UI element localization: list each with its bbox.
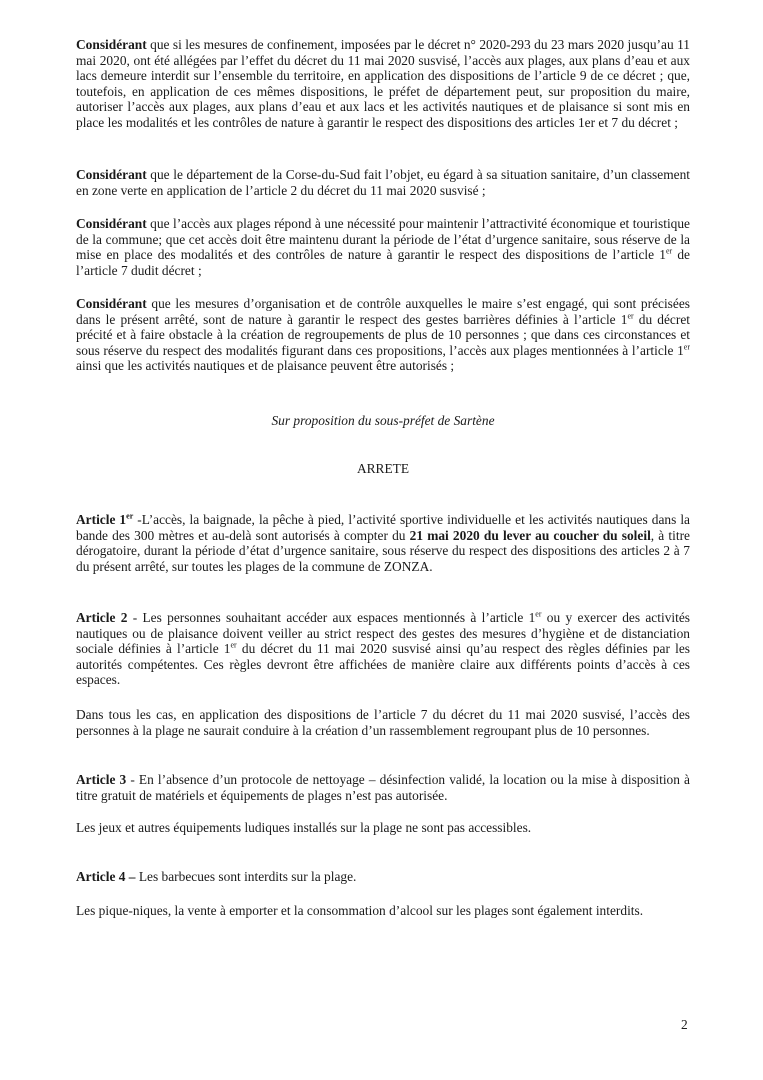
considerant-text: ainsi que les activités nautiques et de plaisance peuvent être autorisés ; bbox=[76, 358, 455, 374]
article-label: Article 1er bbox=[76, 511, 134, 527]
superscript: er bbox=[627, 311, 634, 321]
considerant-lead: Considérant bbox=[76, 167, 147, 182]
article-text: ou y exercer des activités nautiques ou de plaisance doivent veiller au strict respect des gestes des mesures d’hygiène et de distanciation sociale définies à l’article 1 bbox=[76, 610, 690, 657]
superscript: er bbox=[683, 342, 690, 352]
superscript: er bbox=[535, 609, 542, 619]
considerant-text: que les mesures d’organisation et de contrôle auxquelles le maire s’est engagé, qui sont précisées dans le présent arrêté, sont de nature à garantir le respect des gestes barrières définies à l’article 1 bbox=[76, 296, 690, 327]
article-text: - Les personnes souhaitant accéder aux espaces mentionnés à l’article 1 bbox=[127, 610, 536, 625]
considerant-text: que si les mesures de confinement, imposées par le décret n° 2020-293 du 23 mars 2020 jusqu’au 11 mai 2020, ont été allégées par l’effet du décret du 11 mai 2020 susvisé, l’accès aux plages, aux plans d’eau et aux lacs demeure interdit sur l’ensemble du territoire, en application des dispositions de l’article 9 de ce décret ; que, toutefois, en application de ces mêmes dispositions, le préfet de département peut, sur proposition du maire, autoriser l’accès aux plages, aux plans d’eau et aux lacs et les activités nautiques et de plaisance si sont mis en place les modalités et les contrôles de nature à garantir le respect des dispositions des articles 1er et 7 du décret ; bbox=[76, 37, 690, 130]
article-text: - En l’absence d’un protocole de nettoyage – désinfection validé, la location ou la mise à disposition à titre gratuit de matériels et équipements de plages n’est pas autorisée. bbox=[76, 772, 690, 803]
decree-heading: ARRETE bbox=[356, 461, 410, 476]
article-text: Les barbecues sont interdits sur la plage. bbox=[135, 869, 357, 884]
considerant-text: que l’accès aux plages répond à une nécessité pour maintenir l’attractivité économique et touristique de la commune; que cet accès doit être maintenu durant la période de l’état d’urgence sanitaire, sous réserve de la mise en place des modalités et des contrôles de nature à garantir le respect des dispositions de l’article 1 bbox=[76, 216, 690, 263]
article-4-paragraph-2 bbox=[76, 903, 690, 919]
article-text: Les pique-niques, la vente à emporter et la consommation d’alcool sur les plages sont également interdits. bbox=[76, 903, 644, 918]
page-number: 2 bbox=[681, 1017, 688, 1032]
considerant-3 bbox=[76, 216, 690, 278]
considerant-text: que le département de la Corse-du-Sud fait l’objet, eu égard à sa situation sanitaire, d’un classement en zone verte en application de l’article 2 du décret du 11 mai 2020 susvisé ; bbox=[76, 167, 690, 198]
article-label: Article 4 – bbox=[76, 869, 136, 884]
considerant-lead: Considérant bbox=[76, 37, 147, 52]
article-label: Article 3 bbox=[76, 772, 127, 787]
article-4 bbox=[76, 869, 690, 885]
superscript: er bbox=[665, 246, 673, 256]
considerant-lead: Considérant bbox=[76, 296, 147, 311]
article-label: Article 2 bbox=[76, 610, 128, 625]
article-2 bbox=[76, 610, 690, 688]
proposal-line: Sur proposition du sous-préfet de Sartène bbox=[271, 413, 495, 428]
considerant-4 bbox=[76, 296, 690, 374]
article-1 bbox=[76, 512, 690, 574]
considerant-lead: Considérant bbox=[76, 216, 147, 231]
article-date-bold: 21 mai 2020 du lever au coucher du soleil bbox=[409, 527, 651, 543]
article-2-paragraph-2 bbox=[76, 707, 690, 738]
considerant-1 bbox=[76, 37, 690, 131]
article-text: Dans tous les cas, en application des dispositions de l’article 7 du décret du 11 mai 2020 susvisé, l’accès des personnes à la plage ne saurait conduire à la création d’un rassemblement regroupant plus de 10 personnes. bbox=[76, 707, 690, 738]
superscript: er bbox=[230, 640, 237, 650]
article-text: du décret du 11 mai 2020 susvisé ainsi qu’au respect des règles définies par les autorités compétentes. Ces règles devront être affichées de manière claire aux différents points d’accès à ces espaces. bbox=[76, 641, 690, 688]
article-3 bbox=[76, 772, 690, 803]
article-3-paragraph-2 bbox=[76, 820, 690, 836]
considerant-text: du décret précité et à faire obstacle à la création de regroupements de plus de 10 personnes ; que dans ces circonstances et sous réserve du respect des modalités figurant dans ces propositions, l’accès aux plages mentionnées à l’article 1 bbox=[76, 311, 690, 358]
considerant-text: de l’article 7 dudit décret ; bbox=[76, 247, 690, 278]
article-text: -L’accès, la baignade, la pêche à pied, l’activité sportive individuelle et les activités nautiques dans la bande des 300 mètres et au-delà sont autorisés à compter du bbox=[76, 512, 690, 543]
article-text: , à titre dérogatoire, durant la période d’état d’urgence sanitaire, sous réserve du respect des dispositions des articles 2 à 7 du présent arrêté, sur toutes les plages de la commune de ZONZA. bbox=[76, 527, 690, 574]
considerant-2 bbox=[76, 167, 690, 198]
article-text: Les jeux et autres équipements ludiques installés sur la plage ne sont pas accessibles. bbox=[76, 820, 532, 835]
